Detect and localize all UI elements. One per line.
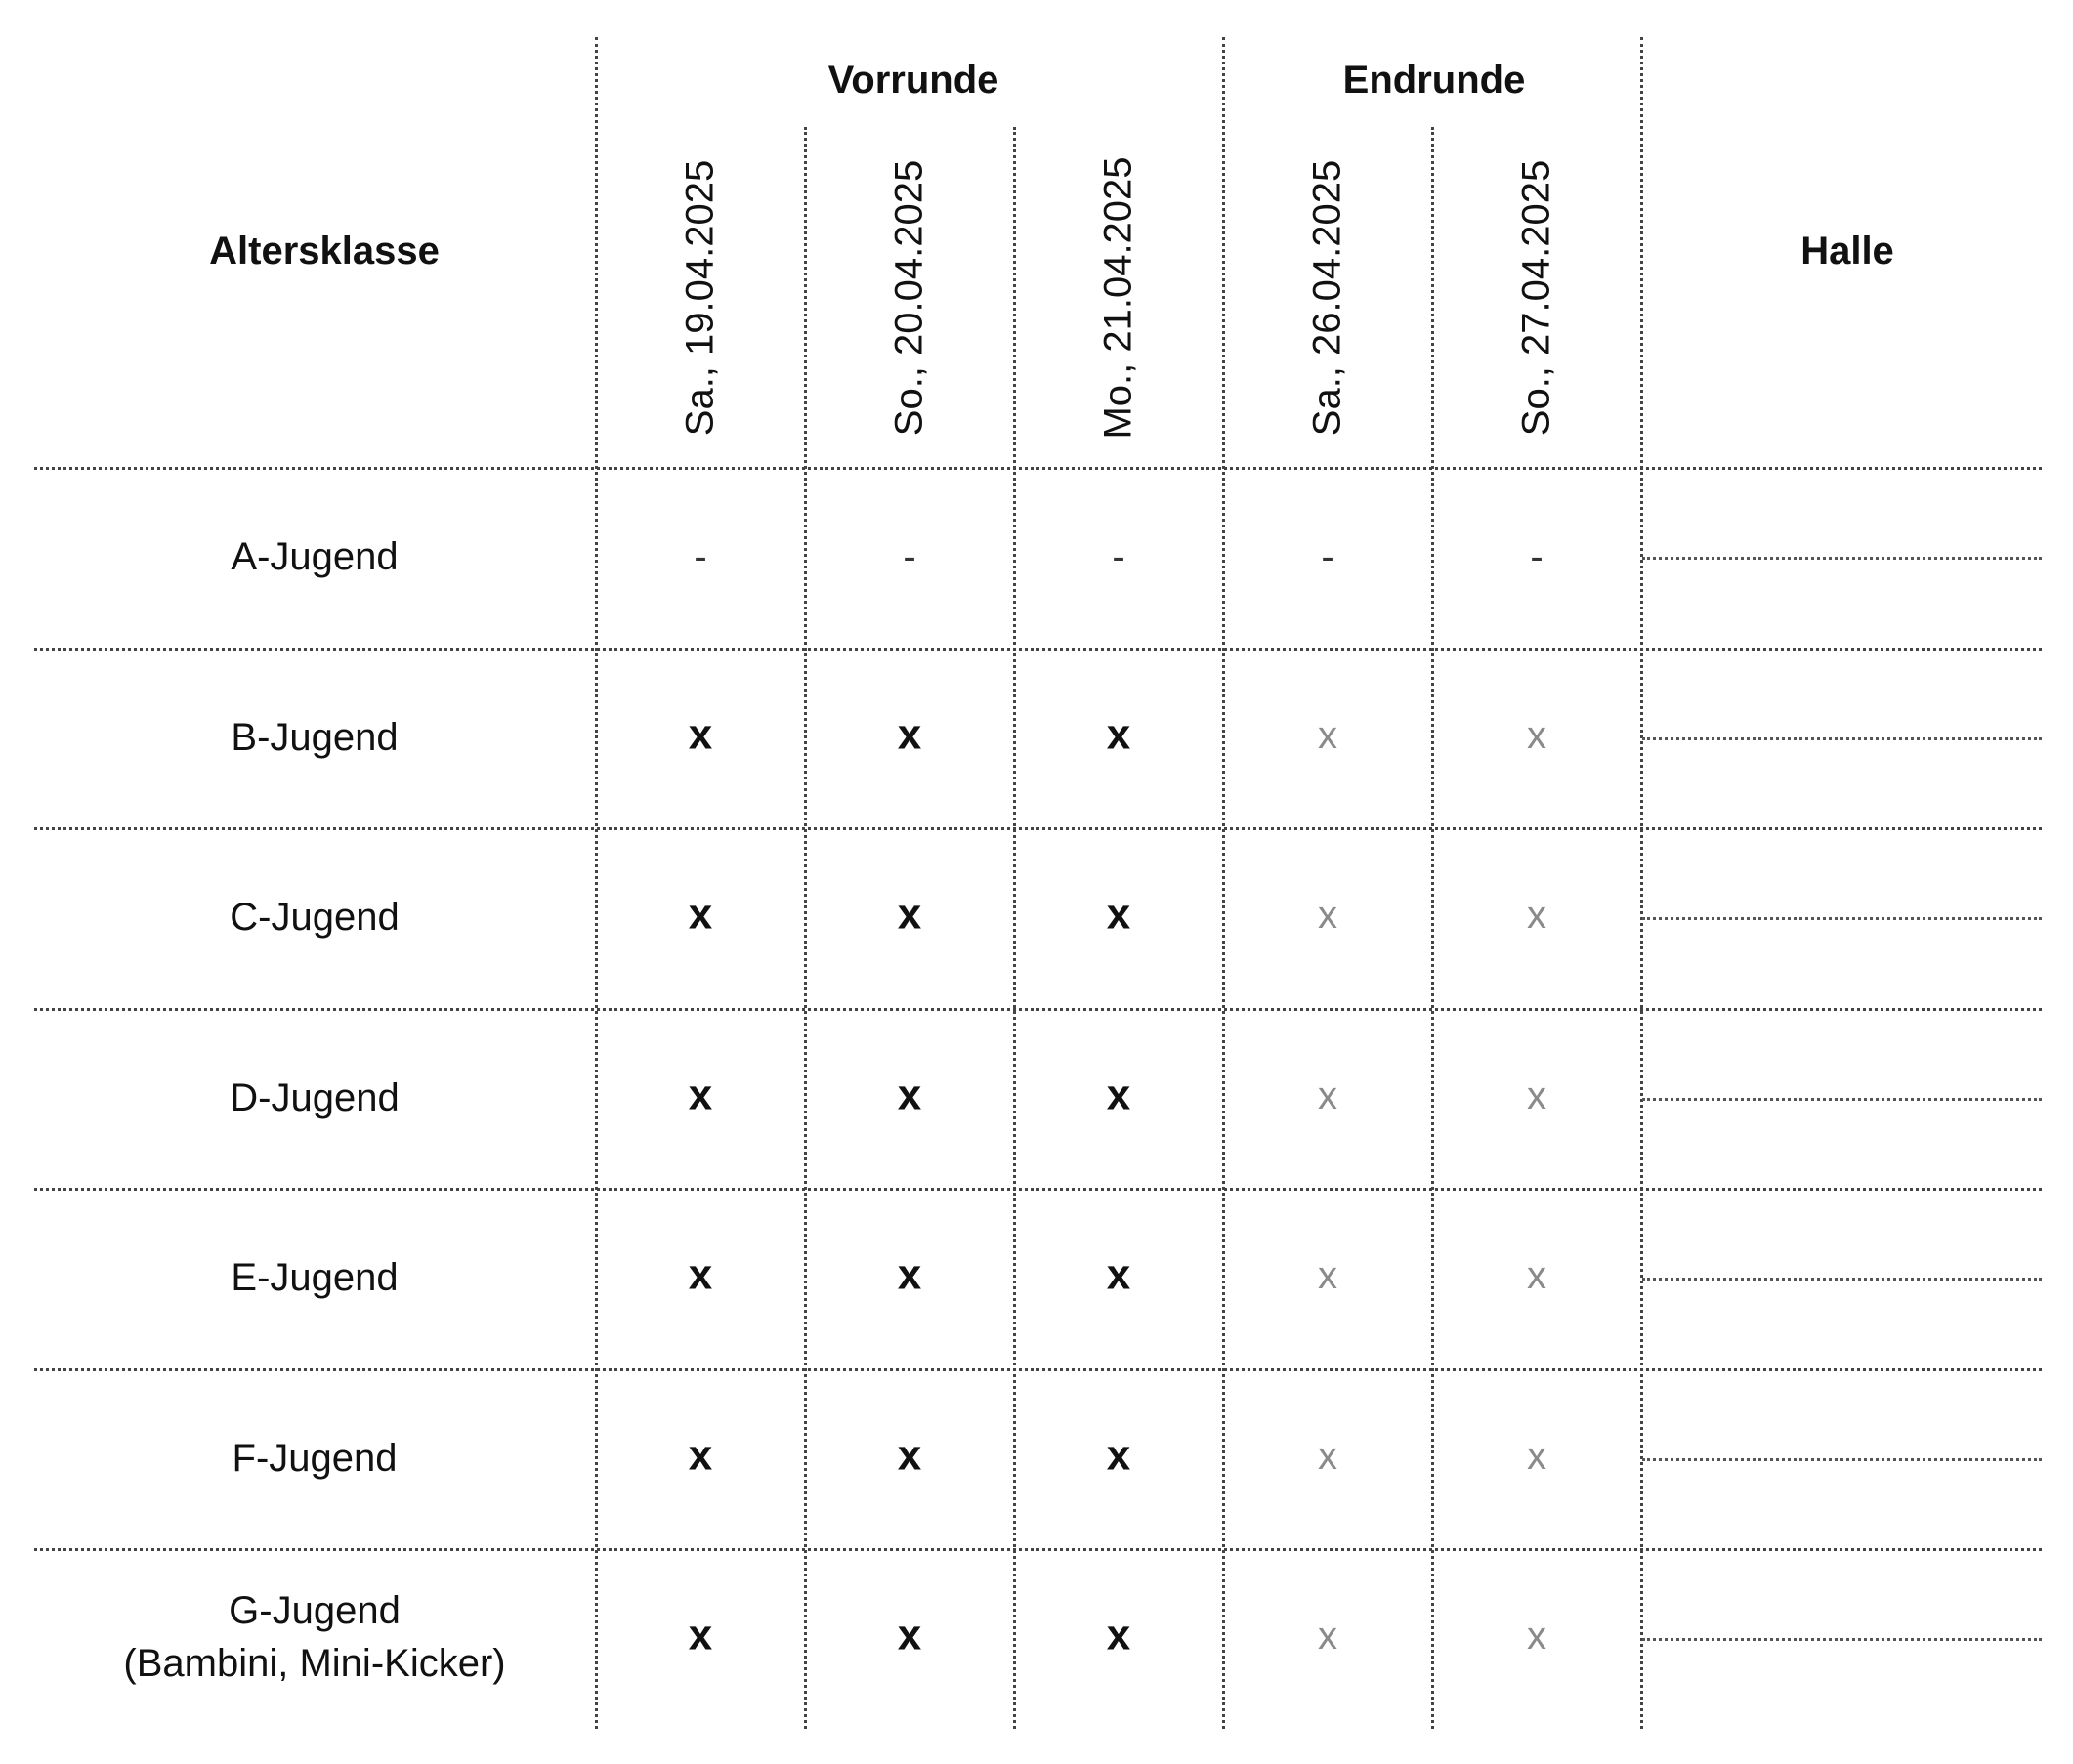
header-endrunde: Endrunde (1342, 59, 1526, 102)
column-divider (595, 37, 598, 1729)
row-divider (34, 1548, 2042, 1551)
endrunde-cell: x (1318, 1615, 1337, 1659)
date-header-5: So., 27.04.2025 (1514, 159, 1558, 437)
endrunde-cell: x (1318, 713, 1337, 757)
vorrunde-cell: x (897, 710, 922, 759)
halle-write-line[interactable] (1642, 1458, 2042, 1461)
endrunde-cell: x (1318, 1073, 1337, 1117)
age-class-label: E-Jugend (231, 1256, 399, 1300)
endrunde-cell: x (1527, 1254, 1546, 1298)
halle-write-line[interactable] (1642, 737, 2042, 740)
vorrunde-cell: - (903, 535, 916, 579)
vorrunde-cell: x (1106, 710, 1131, 759)
endrunde-cell: - (1530, 535, 1544, 579)
vorrunde-cell: x (1106, 1431, 1131, 1480)
vorrunde-cell: x (688, 1611, 713, 1659)
age-class-label: A-Jugend (231, 535, 399, 579)
age-class-label: D-Jugend (230, 1075, 400, 1119)
header-vorrunde: Vorrunde (827, 59, 999, 102)
vorrunde-cell: x (897, 1071, 922, 1119)
halle-write-line[interactable] (1642, 1638, 2042, 1641)
column-divider (1222, 37, 1225, 1729)
column-divider (1013, 127, 1016, 1729)
column-divider (1640, 37, 1643, 1729)
halle-write-line[interactable] (1642, 917, 2042, 920)
vorrunde-cell: x (688, 1250, 713, 1299)
vorrunde-cell: x (897, 1250, 922, 1299)
age-class-label: B-Jugend (231, 715, 399, 759)
age-class-label: G-Jugend (229, 1589, 401, 1633)
endrunde-cell: - (1321, 535, 1334, 579)
row-divider (34, 648, 2042, 651)
vorrunde-cell: x (897, 1431, 922, 1480)
vorrunde-cell: x (1106, 1071, 1131, 1119)
endrunde-cell: x (1318, 1254, 1337, 1298)
halle-write-line[interactable] (1642, 1278, 2042, 1281)
date-header-2: So., 20.04.2025 (887, 159, 931, 437)
header-halle: Halle (1800, 230, 1894, 273)
endrunde-cell: x (1318, 894, 1337, 938)
endrunde-cell: x (1318, 1434, 1337, 1478)
row-divider (34, 827, 2042, 830)
vorrunde-cell: x (897, 1611, 922, 1659)
row-divider (34, 467, 2042, 470)
age-class-label: F-Jugend (232, 1436, 398, 1480)
row-divider (34, 1368, 2042, 1371)
vorrunde-cell: x (688, 710, 713, 759)
vorrunde-cell: x (688, 1071, 713, 1119)
header-altersklasse: Altersklasse (209, 230, 440, 273)
age-class-sublabel: (Bambini, Mini-Kicker) (123, 1642, 506, 1686)
vorrunde-cell: - (1112, 535, 1125, 579)
vorrunde-cell: x (897, 890, 922, 939)
vorrunde-cell: x (688, 1431, 713, 1480)
endrunde-cell: x (1527, 894, 1546, 938)
row-divider (34, 1008, 2042, 1011)
halle-write-line[interactable] (1642, 557, 2042, 560)
halle-write-line[interactable] (1642, 1098, 2042, 1101)
date-header-1: Sa., 19.04.2025 (678, 159, 722, 437)
column-divider (804, 127, 807, 1729)
vorrunde-cell: x (688, 890, 713, 939)
vorrunde-cell: - (694, 535, 707, 579)
vorrunde-cell: x (1106, 890, 1131, 939)
endrunde-cell: x (1527, 713, 1546, 757)
endrunde-cell: x (1527, 1615, 1546, 1659)
row-divider (34, 1188, 2042, 1191)
date-header-3: Mo., 21.04.2025 (1096, 156, 1140, 440)
vorrunde-cell: x (1106, 1611, 1131, 1659)
date-header-4: Sa., 26.04.2025 (1305, 159, 1349, 437)
age-class-label: C-Jugend (230, 896, 400, 940)
vorrunde-cell: x (1106, 1250, 1131, 1299)
endrunde-cell: x (1527, 1434, 1546, 1478)
column-divider (1431, 127, 1434, 1729)
endrunde-cell: x (1527, 1073, 1546, 1117)
